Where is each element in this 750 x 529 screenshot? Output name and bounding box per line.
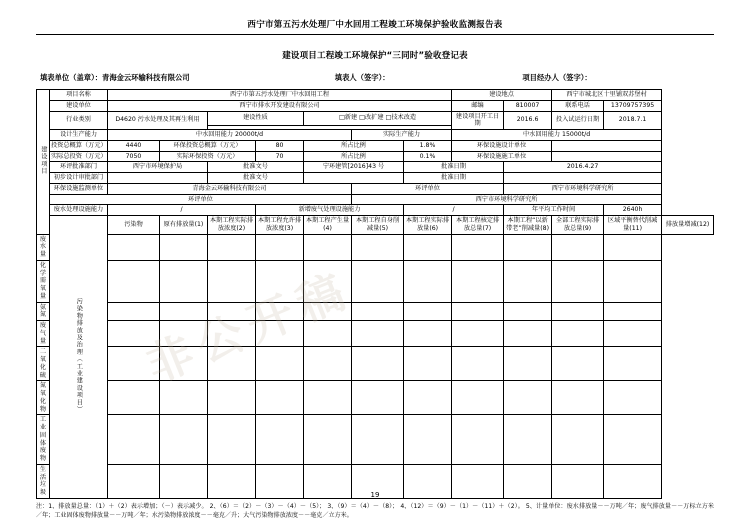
- table-row: [37, 151, 714, 162]
- table-row: [37, 234, 714, 260]
- prelim-design-value: [108, 173, 208, 184]
- pollutant-header-cell: 本期工程实际排放量(6): [404, 216, 452, 235]
- build-nature-label: 建设性质: [208, 111, 304, 125]
- ratio-value: 1.8%: [404, 140, 452, 151]
- approve-date2-label: 批准日期: [404, 173, 504, 184]
- meta-row: [36, 73, 714, 83]
- pollutant-row-label: 生活垃圾: [37, 464, 50, 498]
- work-hours-value: 2640h: [604, 205, 662, 216]
- approve-no2-label: 批准文号: [208, 173, 304, 184]
- pollutant-header-cell: 本期工程核定排放总量(7): [452, 216, 504, 235]
- site-value: 西宁市城北区十里铺双苏堡村: [552, 90, 662, 101]
- table-row: [37, 162, 714, 173]
- table-row: [37, 415, 714, 465]
- actual-total-label: 实际总投资（万元）: [50, 151, 108, 162]
- ratio2-label: 所占比例: [304, 151, 404, 162]
- table-row: [37, 130, 714, 141]
- table-row: [37, 183, 714, 194]
- pollutant-row-label: 氨氮: [37, 302, 50, 321]
- side-label-construction: 建设项目: [37, 90, 50, 235]
- unit-value: 西宁市排水开发建设有限公司: [108, 100, 452, 111]
- pollutant-header-cell: 区域平衡替代削减量(11): [604, 216, 662, 235]
- eia-agency-value: 西宁市环境科学研究所: [504, 183, 662, 194]
- waste-water-cap-label: 废水处理设施能力: [50, 205, 108, 216]
- invest-total-label: 投资总概算（万元）: [50, 140, 108, 151]
- pollutant-row-label: 二氧化硫: [37, 347, 50, 381]
- env-build-unit-value: [552, 151, 662, 162]
- pollutant-header-cell: 本期工程实际排放浓度(2): [208, 216, 256, 235]
- project-name-label: 项目名称: [50, 90, 108, 101]
- postcode-value: 810007: [504, 100, 552, 111]
- pollutant-header-cell: 原有排放量(1): [160, 216, 208, 235]
- pollutant-header-cell: 全部工程实际排放总量(9): [552, 216, 604, 235]
- approve-date-value: 2016.4.27: [504, 162, 662, 173]
- page-number: 19: [370, 491, 380, 499]
- table-row: [37, 381, 714, 415]
- env-design-unit-value: [552, 140, 662, 151]
- actual-capacity-value: 中水回用能力 15000t/d: [452, 130, 662, 141]
- table-row: [37, 194, 714, 205]
- pollutant-row-label: 工业固体废物: [37, 415, 50, 465]
- run-date-value: 2018.7.1: [604, 111, 662, 130]
- registration-table: [36, 89, 714, 499]
- table-row: [37, 260, 714, 302]
- industry-value: D4620 污水处理及其再生利用: [108, 111, 208, 130]
- table-row: [37, 216, 714, 235]
- pollutant-row-label: 化学需氧量: [37, 260, 50, 302]
- approve-no-label: 批准文号: [208, 162, 304, 173]
- prelim-design-label: 初步设计审批部门: [50, 173, 108, 184]
- filling-unit-label: 填表单位（盖章）：青海金云环输科技有限公司: [40, 73, 190, 82]
- watermark: 非公开稿: [138, 261, 360, 393]
- table-row: [37, 173, 714, 184]
- eia-approve-value: 西宁市环境保护局: [108, 162, 208, 173]
- actual-capacity-label: 实际生产能力: [352, 130, 452, 141]
- actual-env-label: 实际环保投资（万元）: [160, 151, 256, 162]
- table-row: [37, 100, 714, 111]
- waste-water-cap-value: /: [108, 205, 256, 216]
- table-row: [37, 90, 714, 101]
- pollutant-header-cell: 本期工程自身削减量(5): [352, 216, 404, 235]
- env-design-unit-label: 环保设施设计单位: [452, 140, 552, 151]
- env-monitor-label: 环保设施监测单位: [50, 183, 108, 194]
- pollutant-row-label: 废水量: [37, 234, 50, 260]
- waste-gas-cap-value: /: [404, 205, 504, 216]
- approve-no2-value: [304, 173, 404, 184]
- work-hours-label: 年平均工作时间: [504, 205, 604, 216]
- approve-date2-value: [504, 173, 662, 184]
- table-row: [37, 111, 714, 125]
- table-notes: 注：1、排放量总量：（1）＋（2）表示增加；（－）表示减少。 2、（6）＝（2）－（3）－（4）－（5）； 3、（9）＝（4）－（8）； 4、（12）＝（9）－（1）－（11）＋（2）。 5、计量单位：废水排放量－－万吨／年；废气排放量－－万标立方米／年；工业固体废物排放量－－万吨／年；水污染物排放浓度－－毫克／升；大气污染物排放浓度－－毫克／立方米。: [36, 502, 714, 519]
- design-capacity-label: 设计生产能力: [50, 130, 108, 141]
- start-date-value: 2016.6: [504, 111, 552, 130]
- site-label: 建设地点: [452, 90, 552, 101]
- eia-approve-label: 环评批准部门: [50, 162, 108, 173]
- header-divider: [36, 34, 714, 35]
- eia-agency-label-2: 环评单位: [50, 194, 352, 205]
- pollutant-row-label: 氮氧化物: [37, 381, 50, 415]
- page-title: 建设项目工程竣工环境保护“三同时”验收登记表: [282, 51, 468, 61]
- filler-signature-label: 填表人（签字）：: [334, 73, 390, 82]
- actual-env-value: 70: [256, 151, 304, 162]
- env-invest-label: 环保投资总概算（万元）: [160, 140, 256, 151]
- ratio2-value: 0.1%: [404, 151, 452, 162]
- table-row: [37, 347, 714, 381]
- env-monitor-value: 青海金云环输科技有限公司: [108, 183, 352, 194]
- side-label-pollutant: 污染物排放及治理（工业建设项目）: [50, 216, 108, 499]
- actual-total-value: 7050: [108, 151, 160, 162]
- table-row: [37, 302, 714, 321]
- handler-signature-label: 项目经办人（签字）：: [522, 73, 592, 82]
- contact-value: 13709757395: [604, 100, 662, 111]
- env-invest-value: 80: [256, 140, 304, 151]
- project-name-value: 西宁市第五污水处理厂中水回用工程: [108, 90, 452, 101]
- start-date-label: 建设项目开工日期: [452, 111, 504, 130]
- industry-label: 行业类别: [50, 111, 108, 130]
- pollutant-header-cell: 排放量增减(12): [662, 216, 714, 235]
- waste-gas-cap-label: 新增废气处理设施能力: [256, 205, 404, 216]
- approve-date-label: 批准日期: [404, 162, 504, 173]
- unit-label: 建设单位: [50, 100, 108, 111]
- build-nature-value: □新建 □改扩建 □技术改造: [304, 111, 452, 125]
- pollutant-header-cell: 本期工程产生量(4): [304, 216, 352, 235]
- table-row: [37, 140, 714, 151]
- approve-no-value: 宁环建管[2016]43 号: [304, 162, 404, 173]
- contact-label: 联系电话: [552, 100, 604, 111]
- invest-total-value: 4440: [108, 140, 160, 151]
- pollutant-header-cell: 本期工程“以新带老”削减量(8): [504, 216, 552, 235]
- design-capacity-value: 中水回用能力 20000t/d: [108, 130, 352, 141]
- run-date-label: 投入试运行日期: [552, 111, 604, 130]
- eia-agency-label: 环评单位: [352, 183, 504, 194]
- eia-agency-value-2: 西宁市环境科学研究所: [352, 194, 662, 205]
- running-header: 西宁市第五污水处理厂中水回用工程竣工环境保护验收监测报告表: [247, 20, 503, 30]
- table-row: [37, 321, 714, 347]
- postcode-label: 邮编: [452, 100, 504, 111]
- pollutant-header-cell: 本期工程允许排放浓度(3): [256, 216, 304, 235]
- pollutant-row-label: 废气量: [37, 321, 50, 347]
- table-row: [37, 205, 714, 216]
- ratio-label: 所占比例: [304, 140, 404, 151]
- env-build-unit-label: 环保设施施工单位: [452, 151, 552, 162]
- pollutant-header-cell: 污染物: [108, 216, 160, 235]
